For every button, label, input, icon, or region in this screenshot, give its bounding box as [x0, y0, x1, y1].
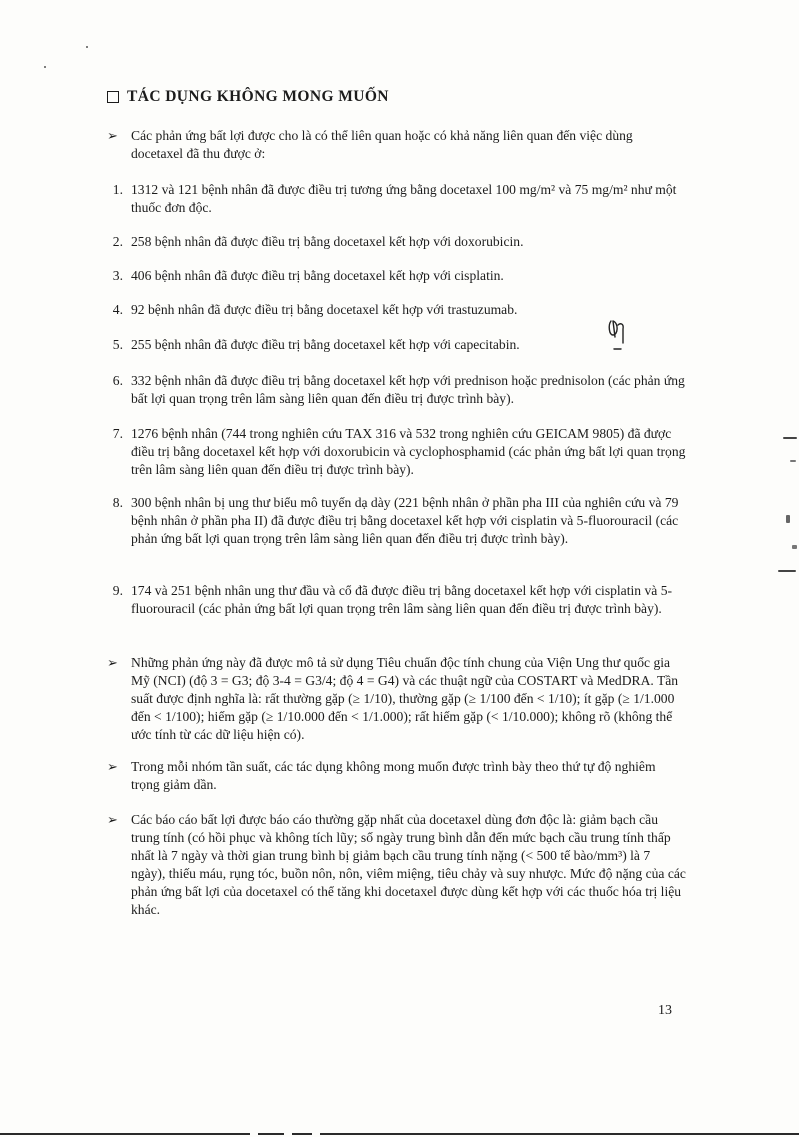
list-item-number: 7.: [112, 426, 123, 441]
bullet-paragraph: [131, 811, 686, 919]
bullet-paragraph-text: Các báo cáo bất lợi được báo cáo thường gặp nhất của docetaxel dùng đơn độc là: giảm bạch cầu trung tính (có hồi phục và không tích lũy; số ngày trung bình dẫn đến mức bạch cầu trung tính thấp nhất là 7 ngày và thời gian trung bình bị giảm bạch cầu trung tính nặng (< 500 tế bào/mm³) là 7 ngày), thiếu máu, rụng tóc, buồn nôn, nôn, viêm miệng, tiêu chảy và suy nhược. Mức độ nặng của các phản ứng bất lợi của docetaxel có thể tăng khi docetaxel được dùng kết hợp với các thuốc hóa trị liệu khác.: [131, 812, 686, 917]
scan-speck: [778, 570, 796, 572]
scan-speck: [786, 515, 790, 523]
list-item: [131, 372, 686, 408]
list-item-text: 406 bệnh nhân đã được điều trị bằng docetaxel kết hợp với cisplatin.: [131, 268, 504, 283]
section-heading-text: TÁC DỤNG KHÔNG MONG MUỐN: [127, 88, 389, 105]
scan-edge-rule: [258, 1133, 284, 1135]
list-item-text: 1312 và 121 bệnh nhân đã được điều trị tương ứng bằng docetaxel 100 mg/m² và 75 mg/m² như một thuốc đơn độc.: [131, 182, 677, 215]
list-item-number: 2.: [112, 234, 123, 249]
list-item: [131, 181, 686, 217]
list-item: [131, 494, 686, 548]
list-item-number: 8.: [112, 495, 123, 510]
bullet-paragraph-text: Những phản ứng này đã được mô tả sử dụng Tiêu chuẩn độc tính chung của Viện Ung thư quốc gia Mỹ (NCI) (độ 3 = G3; độ 3-4 = G3/4; độ 4 = G4) và các thuật ngữ của COSTART và MedDRA. Tần suất được định nghĩa là: rất thường gặp (≥ 1/10), thường gặp (≥ 1/100 đến < 1/10); ít gặp (≥ 1/1.000 đến < 1/100); hiếm gặp (≥ 1/10.000 đến < 1/1.000); rất hiếm gặp (< 1/10.000); không rõ (không thể ước tính từ các dữ liệu hiện có).: [131, 655, 679, 742]
list-item-number: 5.: [112, 337, 123, 352]
scan-speck: [44, 66, 46, 68]
arrow-bullet-icon: ➢: [107, 812, 118, 827]
bullet-paragraph: [131, 654, 686, 744]
list-item: [131, 267, 686, 285]
bullet-paragraph-text: Trong mỗi nhóm tần suất, các tác dụng không mong muốn được trình bày theo thứ tự độ nghiêm trọng giảm dần.: [131, 759, 656, 792]
list-item: [131, 233, 686, 251]
arrow-bullet-icon: ➢: [107, 128, 118, 143]
scan-speck: [86, 46, 88, 48]
section-heading: [107, 88, 389, 106]
page-number: 13: [658, 1003, 672, 1018]
scan-speck: [783, 437, 797, 439]
list-item-number: 4.: [112, 302, 123, 317]
list-item: [131, 301, 686, 319]
intro-paragraph: [131, 127, 686, 163]
list-item-number: 9.: [112, 583, 123, 598]
arrow-bullet-icon: ➢: [107, 655, 118, 670]
scan-edge-rule: [292, 1133, 312, 1135]
arrow-bullet-icon: ➢: [107, 759, 118, 774]
handwritten-initials-annotation: [605, 315, 629, 355]
list-item: [131, 425, 686, 479]
list-item-text: 332 bệnh nhân đã được điều trị bằng docetaxel kết hợp với prednison hoặc prednisolon (các phản ứng bất lợi quan trọng trên lâm sàng liên quan đến điều trị được trình bày).: [131, 373, 685, 406]
checkbox-square-icon: [107, 91, 119, 103]
list-item-text: 1276 bệnh nhân (744 trong nghiên cứu TAX 316 và 532 trong nghiên cứu GEICAM 9805) đã được điều trị bằng docetaxel kết hợp với doxorubicin và cyclophosphamid (các phản ứng bất lợi quan trọng trên lâm sàng liên quan đến điều trị được trình bày).: [131, 426, 686, 477]
scan-edge-rule: [320, 1133, 799, 1135]
bullet-paragraph: [131, 758, 686, 794]
intro-text: Các phản ứng bất lợi được cho là có thể liên quan hoặc có khả năng liên quan đến việc dùng docetaxel đã thu được ở:: [131, 128, 633, 161]
scan-speck: [790, 460, 796, 462]
list-item-text: 258 bệnh nhân đã được điều trị bằng docetaxel kết hợp với doxorubicin.: [131, 234, 524, 249]
list-item-text: 255 bệnh nhân đã được điều trị bằng docetaxel kết hợp với capecitabin.: [131, 337, 520, 352]
list-item-text: 174 và 251 bệnh nhân ung thư đầu và cổ đã được điều trị bằng docetaxel kết hợp với cisplatin và 5-fluorouracil (các phản ứng bất lợi quan trọng trên lâm sàng liên quan đến điều trị được trình bày).: [131, 583, 673, 616]
scan-edge-rule: [0, 1133, 250, 1135]
list-item-text: 300 bệnh nhân bị ung thư biểu mô tuyến dạ dày (221 bệnh nhân ở phần pha III của nghiên cứu và 79 bệnh nhân ở phần pha II) đã được điều trị bằng docetaxel kết hợp với cisplatin và 5-fluorouracil (các phản ứng bất lợi quan trọng trên lâm sàng liên quan đến điều trị được trình bày).: [131, 495, 679, 546]
list-item-number: 3.: [112, 268, 123, 283]
list-item-number: 1.: [112, 182, 123, 197]
list-item: [131, 336, 686, 354]
scan-speck: [792, 545, 797, 549]
list-item-text: 92 bệnh nhân đã được điều trị bằng docetaxel kết hợp với trastuzumab.: [131, 302, 518, 317]
list-item-number: 6.: [112, 373, 123, 388]
list-item: [131, 582, 686, 618]
